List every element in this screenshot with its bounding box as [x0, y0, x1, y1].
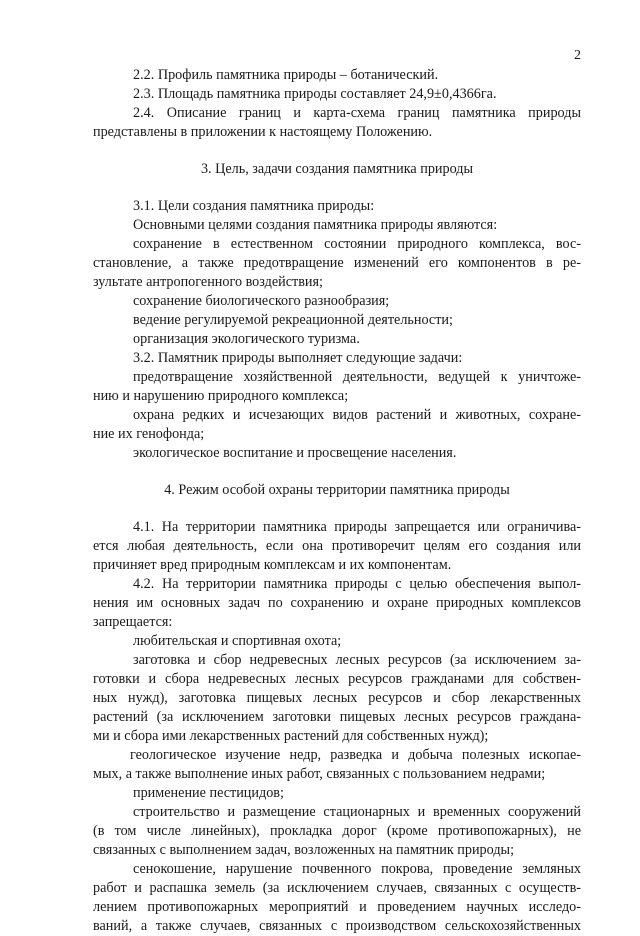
paragraph-3-1: 3.1. Цели создания памятника природы:	[133, 198, 375, 214]
document-body	[93, 66, 581, 936]
prohibition-6-line2: работ и распашка земель (за исключением случаев, связанных с осуществ-	[93, 880, 581, 896]
page-number: 2	[574, 48, 581, 63]
paragraph-4-1-line3: причиняет вред природным комплексам и их компонентам.	[93, 557, 452, 573]
section-4-heading: 4. Режим особой охраны территории памятника природы	[164, 482, 510, 498]
goal-1-line3: зультате антропогенного воздействия;	[93, 274, 323, 290]
goal-4: организация экологического туризма.	[133, 331, 360, 347]
prohibition-2-line1: заготовка и сбор недревесных лесных ресурсов (за исключением за-	[133, 652, 581, 668]
goal-3: ведение регулируемой рекреационной деятельности;	[133, 312, 453, 328]
prohibition-2-line2: готовки и сбора недревесных лесных ресурсов гражданами для собствен-	[93, 671, 581, 687]
paragraph-4-1-line2: ется любая деятельность, если она противоречит целям его создания или	[93, 538, 581, 554]
paragraph-4-2-line2: нения им основных задач по сохранению и охране природных комплексов	[93, 595, 581, 611]
prohibition-4: применение пестицидов;	[133, 785, 284, 801]
task-1-line2: нию и нарушению природного комплекса;	[93, 388, 349, 404]
prohibition-6-line1: сенокошение, нарушение почвенного покрова, проведение земляных	[133, 861, 581, 877]
paragraph-4-1-line1: 4.1. На территории памятника природы запрещается или ограничива-	[133, 519, 581, 535]
paragraph-4-2-line3: запрещается:	[93, 614, 173, 630]
paragraph-2-4-line1: 2.4. Описание границ и карта-схема границ памятника природы	[133, 105, 581, 121]
task-2-line1: охрана редких и исчезающих видов растений и животных, сохране-	[133, 407, 581, 423]
goal-1-line2: становление, а также предотвращение изменений его компонентов в ре-	[93, 255, 581, 271]
prohibition-1: любительская и спортивная охота;	[133, 633, 342, 649]
prohibition-5-line1: строительство и размещение стационарных и временных сооружений	[133, 804, 581, 820]
prohibition-5-line2: (в том числе линейных), прокладка дорог (кроме противопожарных), не	[93, 823, 581, 839]
section-3-heading: 3. Цель, задачи создания памятника природы	[200, 161, 474, 177]
prohibition-6-line4: ваний, а также случаев, связанных с производством сельскохозяйственных	[93, 918, 581, 934]
prohibition-2-line5: ми и сбора ими лекарственных растений для собственных нужд);	[93, 728, 489, 744]
goal-2: сохранение биологического разнообразия;	[133, 293, 390, 309]
prohibition-5-line3: связанных с выполнением задач, возложенных на памятник природы;	[93, 842, 515, 858]
paragraph-4-2-line1: 4.2. На территории памятника природы с целью обеспечения выпол-	[133, 576, 581, 592]
paragraph-2-3: 2.3. Площадь памятника природы составляет 24,9±0,4366га.	[133, 86, 497, 102]
paragraph-3-1-intro: Основными целями создания памятника природы являются:	[133, 217, 498, 233]
task-1-line1: предотвращение хозяйственной деятельности, ведущей к уничтоже-	[133, 369, 581, 385]
prohibition-6-line3: лением противопожарных мероприятий и проведением научных исследо-	[93, 899, 581, 915]
prohibition-2-line3: ных нужд), заготовка пищевых лесных ресурсов и сбор лекарственных	[93, 690, 581, 706]
goal-1-line1: сохранение в естественном состоянии природного комплекса, вос-	[133, 236, 581, 252]
task-3: экологическое воспитание и просвещение населения.	[133, 445, 457, 461]
paragraph-2-2: 2.2. Профиль памятника природы – ботанический.	[133, 67, 439, 83]
prohibition-3-line2: мых, а также выполнение иных работ, связанных с пользованием недрами;	[93, 766, 546, 782]
paragraph-3-2: 3.2. Памятник природы выполняет следующие задачи:	[133, 350, 463, 366]
prohibition-3-line1: геологическое изучение недр, разведка и добыча полезных ископае-	[130, 747, 581, 763]
task-2-line2: ние их генофонда;	[93, 426, 205, 442]
prohibition-2-line4: растений (за исключением заготовки пищевых лесных ресурсов граждана-	[93, 709, 581, 725]
paragraph-2-4-line2: представлены в приложении к настоящему Положению.	[93, 124, 433, 140]
